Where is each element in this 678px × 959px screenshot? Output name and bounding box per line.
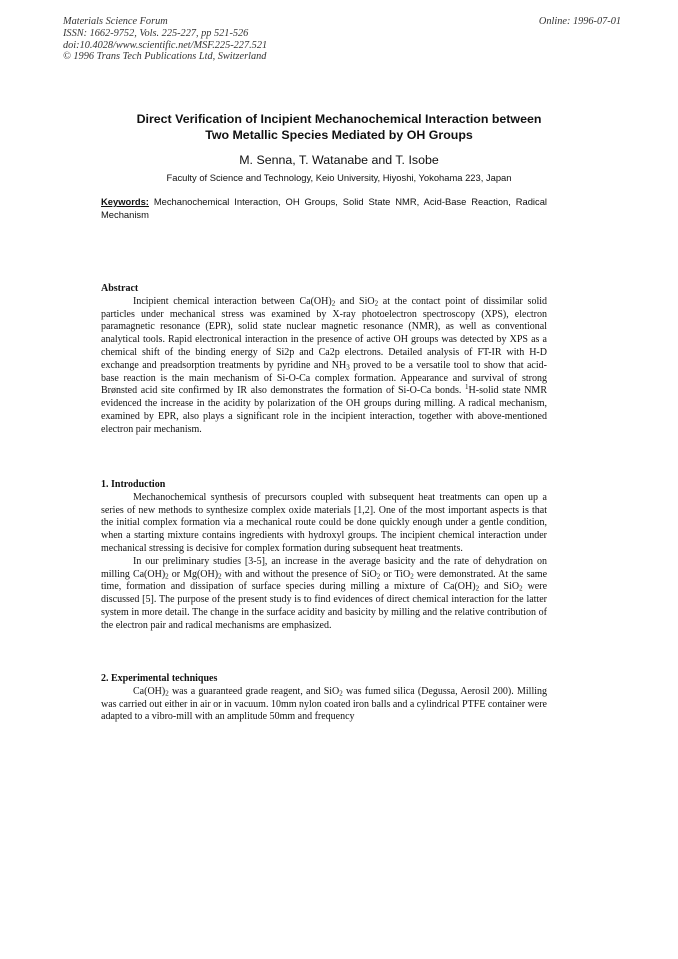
title-line-1: Direct Verification of Incipient Mechanochemical Interaction between <box>136 112 542 126</box>
introduction-heading: 1. Introduction <box>101 479 166 490</box>
abstract-section <box>101 283 547 437</box>
keywords <box>101 196 547 221</box>
subscript: 2 <box>339 689 343 698</box>
superscript: 1 <box>465 383 469 392</box>
online-date: Online: 1996-07-01 <box>538 16 621 27</box>
issn-line: ISSN: 1662-9752, Vols. 225-227, pp 521-526 <box>63 27 249 39</box>
subscript: 2 <box>218 572 222 581</box>
subscript: 2 <box>165 572 169 581</box>
experimental-text: was a guaranteed grade reagent, and SiO <box>168 685 340 697</box>
intro-text: were demonstrated. At the same time, formation and dissipation of surface species during milling a mixture of Ca(OH) <box>101 568 548 593</box>
experimental-heading: 2. Experimental techniques <box>101 673 218 684</box>
keywords-text: Mechanochemical Interaction, OH Groups, Solid State NMR, Acid-Base Reaction, Radical Mechanism <box>101 196 547 220</box>
subscript: 2 <box>475 584 480 593</box>
affiliation: Faculty of Science and Technology, Keio University, Hiyoshi, Yokohama 223, Japan <box>166 172 512 183</box>
authors: M. Senna, T. Watanabe and T. Isobe <box>239 153 439 167</box>
abstract-text: proved to be a versatile tool to show that acid-base reaction is the main mechanism of Si-O-Ca complex formation. Appearance and survival of strong Brønsted acid site confirmed by IR also demonstrates the formation of Si-O-Ca bonds. <box>101 359 547 397</box>
intro-text: with and without the presence of SiO <box>221 568 377 580</box>
keywords-label: Keywords: <box>101 196 149 207</box>
doi-line: doi:10.4028/www.scientific.net/MSF.225-227.521 <box>63 39 268 51</box>
experimental-section <box>101 673 547 724</box>
intro-text: and SiO <box>479 581 520 593</box>
subscript: 2 <box>410 572 414 581</box>
intro-text: In our preliminary studies [3-5], an increase in the average basicity and the rate of dehydration on milling Ca(OH) <box>101 555 547 580</box>
subscript: 2 <box>374 299 379 308</box>
subscript: 3 <box>346 363 350 372</box>
abstract-paragraph <box>101 296 547 437</box>
introduction-section <box>101 479 547 633</box>
paper-title <box>60 111 618 143</box>
copyright-line: © 1996 Trans Tech Publications Ltd, Switzerland <box>63 51 267 63</box>
experimental-text: Ca(OH) <box>133 685 166 697</box>
journal-header <box>63 16 393 63</box>
abstract-text: H-solid state NMR evidenced the increase in the acidity by polarization of the OH groups during milling. A radical mechanism, examined by EPR, also plays a significant role in the incipient interaction, together with above-mentioned electron pair mechanism. <box>101 385 547 435</box>
abstract-text: at the contact point of dissimilar solid particles under mechanical stress was examined by X-ray photoelectron spectroscopy (XPS), electron paramagnetic resonance (EPR), solid state nuclear magnetic resonance (NMR), as well as conventional analytical tools. Rapid electronical interaction in the presence of active OH groups was detected by XPS as a chemical shift of the binding energy of Si2p and Ca2p electrons. Detailed analysis of FT-IR with H-D exchange and preadsorption treatments by pyridine and NH <box>101 295 547 371</box>
journal-name: Materials Science Forum <box>63 16 168 27</box>
intro-paragraph-1: Mechanochemical synthesis of precursors coupled with subsequent heat treatments can open up a series of new methods to synthesize complex oxide materials [1,2]. One of the most important aspects is that the initial complex formation via a mechanical route could be done quickly enough under a gentle condition, when a starting mixture contains ingredients with hydroxyl groups. The incipient chemical interaction under mechanical stressing is decisive for complex formation during subsequent heat treatments. <box>101 491 547 554</box>
intro-text: were discussed [5]. The purpose of the present study is to find evidences of direct chemical interaction for the latter system in more detail. The change in the surface acidity and basicity by milling and the relative contribution of the electron pair and radical mechanisms are emphasized. <box>101 581 548 631</box>
subscript: 2 <box>519 584 523 593</box>
experimental-paragraph <box>101 686 547 724</box>
intro-text: or TiO <box>380 568 411 580</box>
intro-paragraph-2 <box>101 556 547 633</box>
intro-text: or Mg(OH) <box>168 568 219 580</box>
experimental-text: was fumed silica (Degussa, Aerosil 200). Milling was carried out either in air or in vacuum. 10mm nylon coated iron balls and a cylindrical PTFE container were adapted to a vibro-mill with an amplitude 50mm and frequency <box>101 685 547 723</box>
subscript: 2 <box>331 299 336 308</box>
abstract-heading: Abstract <box>101 283 139 294</box>
subscript: 2 <box>165 689 169 698</box>
title-line-2: Two Metallic Species Mediated by OH Groups <box>205 128 473 142</box>
abstract-text: and SiO <box>335 295 375 307</box>
abstract-text: Incipient chemical interaction between Ca(OH) <box>133 295 332 307</box>
subscript: 2 <box>376 572 381 581</box>
